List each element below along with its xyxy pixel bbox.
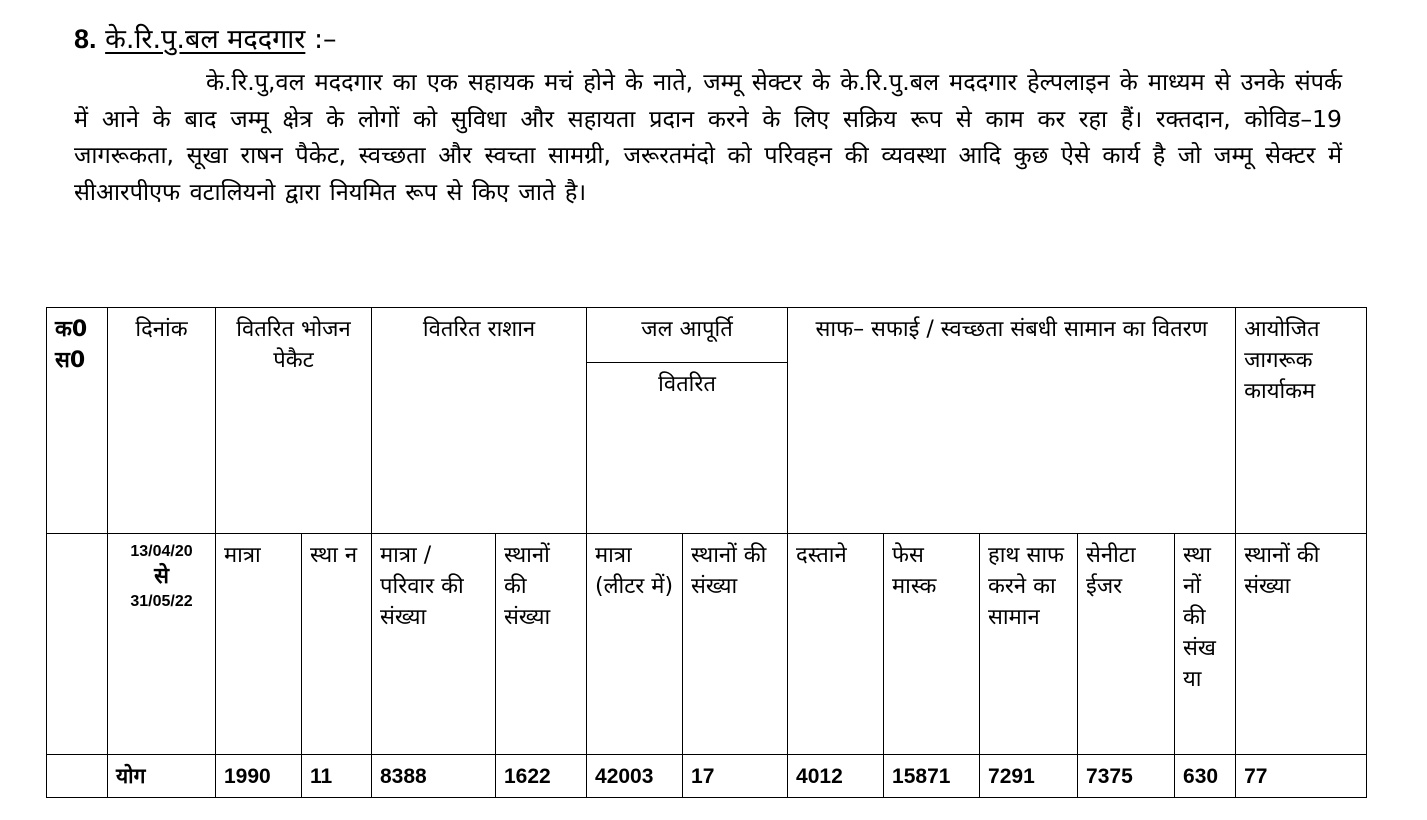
total-ration-places: 1622 bbox=[496, 755, 587, 798]
total-sanitizer: 7375 bbox=[1078, 755, 1175, 798]
date-to: 31/05/22 bbox=[130, 593, 193, 610]
header-ration: वितरित राशान bbox=[372, 308, 587, 534]
total-awareness-places: 77 bbox=[1236, 755, 1367, 798]
total-gloves: 4012 bbox=[788, 755, 884, 798]
date-from: 13/04/20 bbox=[130, 543, 193, 560]
header-water: जल आपूर्ति bbox=[587, 308, 788, 363]
table-total-row bbox=[47, 755, 1367, 798]
total-food-place: 11 bbox=[302, 755, 372, 798]
total-ration-qty: 8388 bbox=[372, 755, 496, 798]
subheader-face-mask: फेस मास्क bbox=[884, 534, 980, 755]
header-awareness: आयोजित जागरूक कार्याकम bbox=[1236, 308, 1367, 534]
total-water-qty: 42003 bbox=[587, 755, 683, 798]
header-water-distributed: वितरित bbox=[587, 363, 788, 534]
subheader-food-qty: मात्रा bbox=[216, 534, 302, 755]
subheader-serial-empty bbox=[47, 534, 108, 755]
total-sanitation-places: 630 bbox=[1175, 755, 1236, 798]
subheader-water-qty: मात्रा (लीटर में) bbox=[587, 534, 683, 755]
total-food-qty: 1990 bbox=[216, 755, 302, 798]
subheader-ration-places: स्थानों की संख्या bbox=[496, 534, 587, 755]
subheader-date-range bbox=[108, 534, 216, 755]
total-water-places: 17 bbox=[683, 755, 788, 798]
table-header-row bbox=[47, 308, 1367, 363]
total-face-mask: 15871 bbox=[884, 755, 980, 798]
date-to-word: से bbox=[154, 564, 169, 589]
header-food-packets: वितरित भोजन पेकैट bbox=[216, 308, 372, 534]
table-subheader-row bbox=[47, 534, 1367, 755]
header-serial: क0 स0 bbox=[47, 308, 108, 534]
subheader-hand-wash: हाथ साफ करने का सामान bbox=[980, 534, 1078, 755]
body-paragraph: के.रि.पु,वल मददगार का एक सहायक मचं होने के नाते, जम्मू सेक्टर के के.रि.पु.बल मददगार हेल्पलाइन के माध्यम से उनके संपर्क में आने के बाद जम्मू क्षेत्र के लोगों को सुविधा और सहायता प्रदान करने के लिए सक्रिय रूप से काम कर रहा हैं। रक्तदान, कोविड–19 जागरूकता, सूखा राषन पैकेट, स्वच्छता और स्वच्ता सामग्री, जरूरतमंदो को परिवहन की व्यवस्था आदि कुछ ऐसे कार्य है जो जम्मू सेक्टर में सीआरपीएफ वटालियनो द्वारा नियमित रूप से किए जाते है। bbox=[74, 68, 1342, 206]
subheader-ration-qty: मात्रा / परिवार की संख्या bbox=[372, 534, 496, 755]
subheader-awareness-places: स्थानों की संख्या bbox=[1236, 534, 1367, 755]
distribution-table bbox=[46, 307, 1367, 798]
section-title: के.रि.पु.बल मददगार bbox=[105, 24, 306, 55]
subheader-water-places: स्थानों की संख्या bbox=[683, 534, 788, 755]
subheader-food-place: स्था न bbox=[302, 534, 372, 755]
total-label: योग bbox=[108, 755, 216, 798]
header-sanitation: साफ– सफाई / स्वच्छता संबधी सामान का वितरण bbox=[788, 308, 1236, 534]
section-title-suffix: :– bbox=[313, 24, 337, 55]
total-hand-wash: 7291 bbox=[980, 755, 1078, 798]
header-date: दिनांक bbox=[108, 308, 216, 534]
subheader-gloves: दस्ताने bbox=[788, 534, 884, 755]
section-heading bbox=[74, 20, 337, 59]
subheader-sanitizer: सेनीटा ईजर bbox=[1078, 534, 1175, 755]
section-number: 8. bbox=[74, 24, 97, 54]
subheader-sanitation-places: स्था नों की संख या bbox=[1175, 534, 1236, 755]
total-serial-empty bbox=[47, 755, 108, 798]
